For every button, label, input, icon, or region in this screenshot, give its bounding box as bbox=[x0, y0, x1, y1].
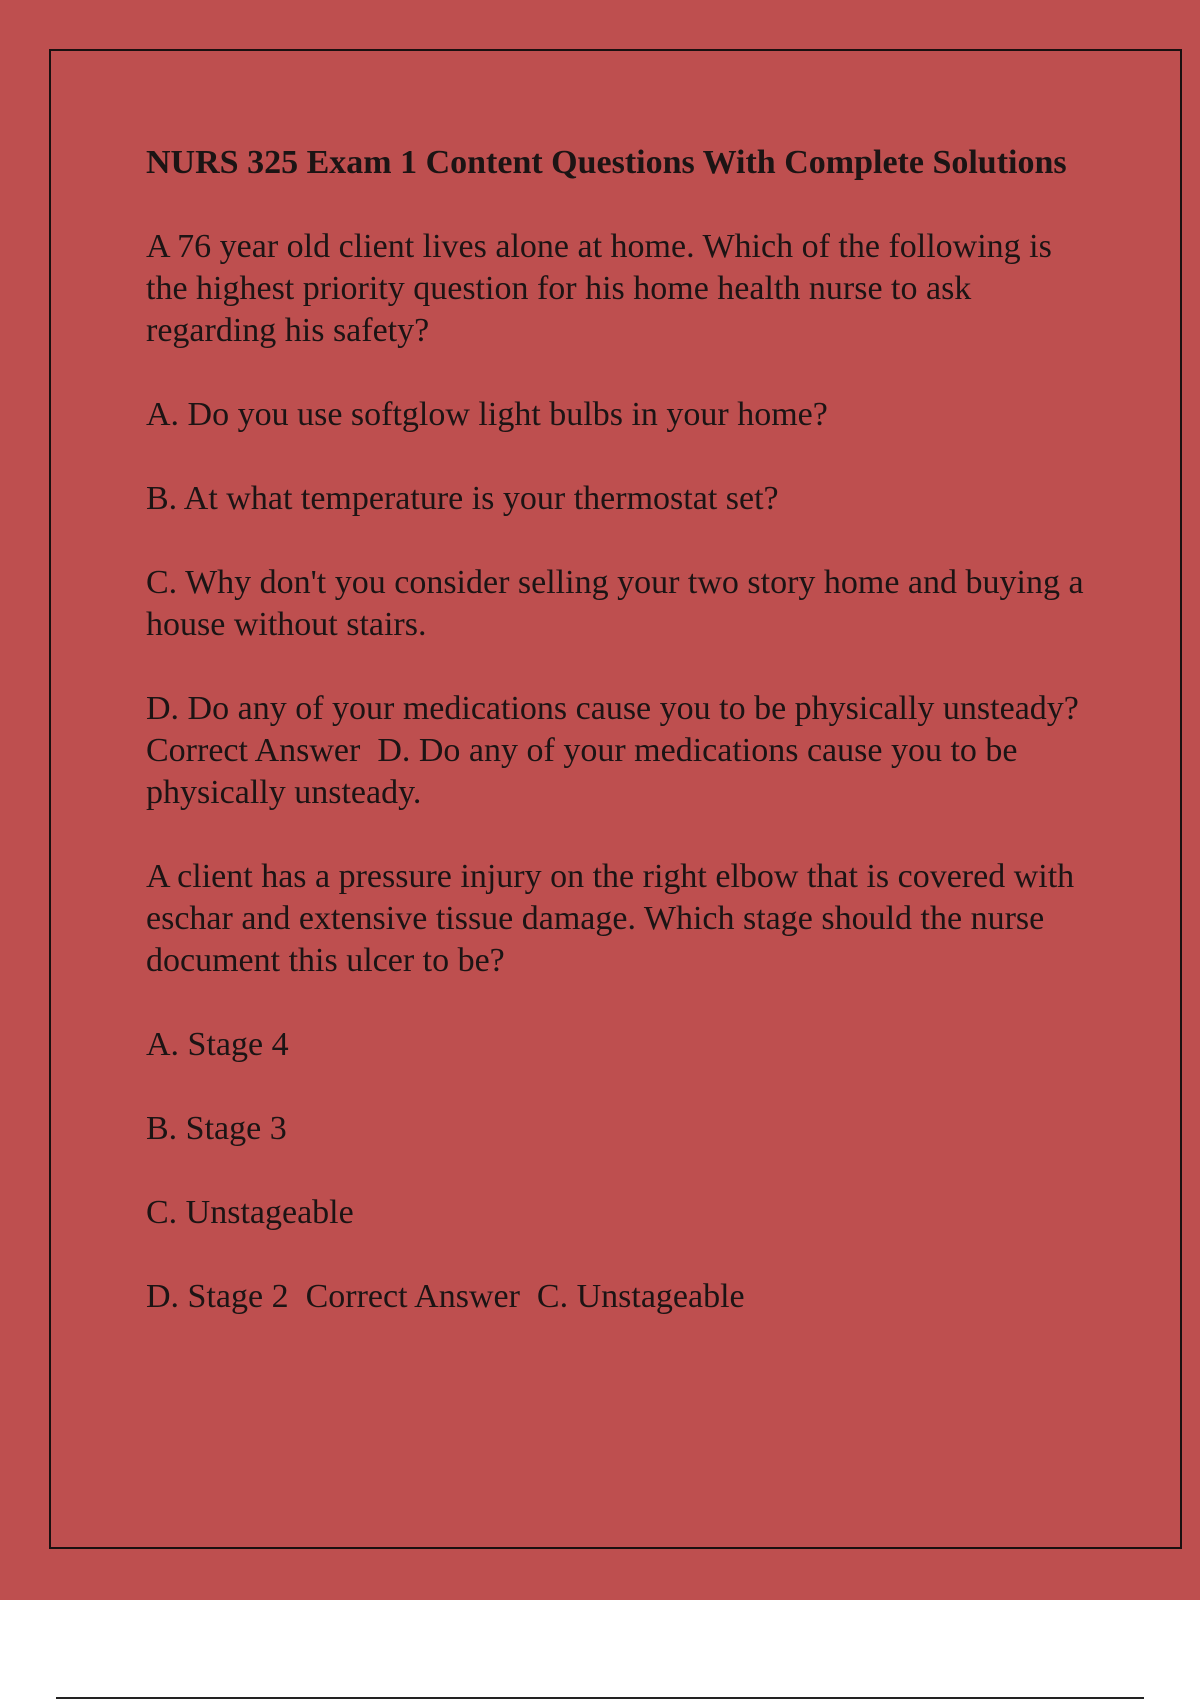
question-1-answer-text: D. Do any of your medications cause you to be physically unsteady. bbox=[146, 732, 1018, 811]
question-1-stem: A 76 year old client lives alone at home. Which of the following is the highest priority question for his home health nurse to ask regarding his safety? bbox=[146, 228, 1052, 349]
footer-divider bbox=[56, 1697, 1144, 1699]
question-2-option-d: D. Stage 2 bbox=[146, 1278, 289, 1315]
question-2-option-c: C. Unstageable bbox=[146, 1194, 354, 1231]
question-2-answer-label: Correct Answer bbox=[305, 1278, 520, 1315]
question-1-option-a: A. Do you use softglow light bulbs in your home? bbox=[146, 396, 828, 433]
document-content bbox=[146, 142, 1096, 1360]
question-2-answer-text: C. Unstageable bbox=[536, 1278, 745, 1315]
question-1-answer-label: Correct Answer bbox=[146, 732, 361, 769]
question-1-option-c: C. Why don't you consider selling your two story home and buying a house without stairs. bbox=[146, 564, 1084, 643]
question-2-option-a: A. Stage 4 bbox=[146, 1026, 289, 1063]
question-1-option-b: B. At what temperature is your thermostat set? bbox=[146, 480, 779, 517]
document-title: NURS 325 Exam 1 Content Questions With Complete Solutions bbox=[146, 144, 1067, 181]
question-1-option-d: D. Do any of your medications cause you to be physically unsteady? bbox=[146, 690, 1079, 727]
question-2-stem: A client has a pressure injury on the right elbow that is covered with eschar and extensive tissue damage. Which stage should the nurse document this ulcer to be? bbox=[146, 858, 1075, 979]
question-2-option-b: B. Stage 3 bbox=[146, 1110, 287, 1147]
question-1-option-d-with-answer bbox=[146, 688, 1096, 814]
question-2-option-d-with-answer bbox=[146, 1276, 1096, 1318]
